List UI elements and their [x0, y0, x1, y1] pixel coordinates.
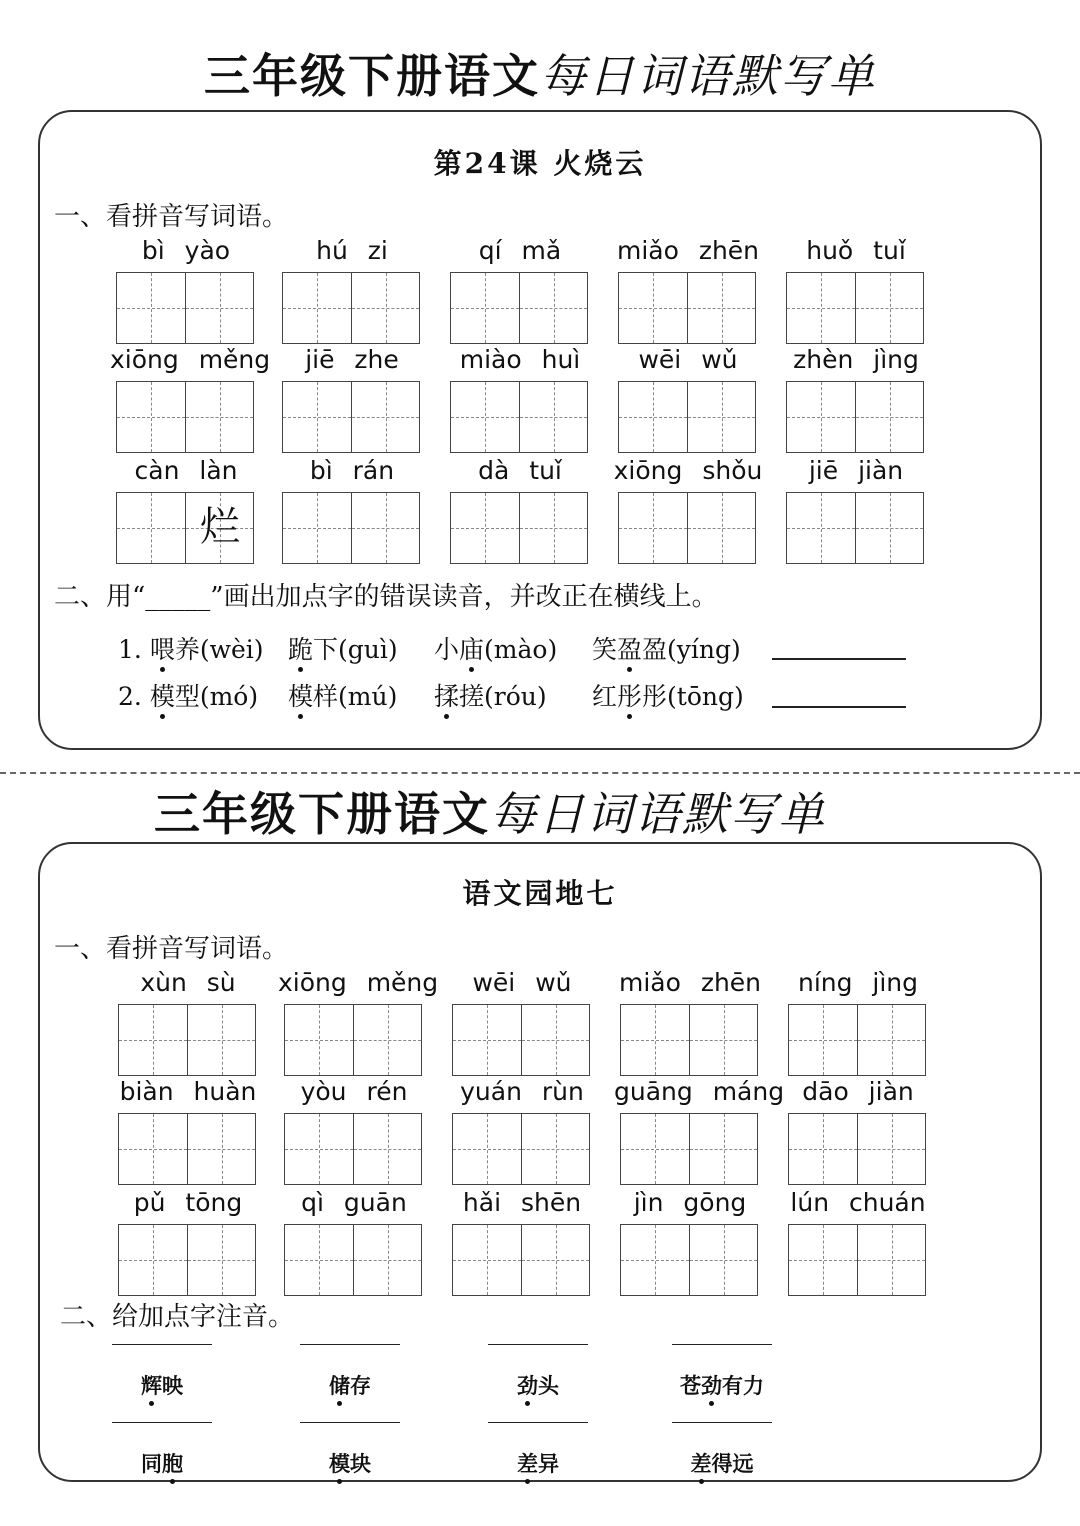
dotted-character: 胞: [162, 1451, 183, 1476]
tianzige-grid: [116, 381, 254, 453]
writing-cell[interactable]: [619, 493, 687, 563]
writing-cell[interactable]: [119, 1005, 187, 1075]
answer-line[interactable]: [112, 1422, 212, 1423]
writing-cell[interactable]: [855, 273, 923, 343]
pinyin-label: wēi wǔ: [472, 968, 572, 997]
writing-cell[interactable]: [353, 1225, 421, 1295]
answer-line[interactable]: [772, 658, 906, 660]
tianzige-grid: [452, 1004, 590, 1076]
writing-cell[interactable]: [283, 493, 351, 563]
cell-character: [787, 273, 855, 343]
writing-cell[interactable]: [185, 493, 253, 563]
cell-character: [520, 493, 588, 563]
pinyin-label: xiōng shǒu: [613, 456, 763, 485]
writing-cell[interactable]: [689, 1114, 757, 1184]
cell-character: [856, 493, 924, 563]
pinyin-label: xiōng měng: [110, 345, 271, 374]
question-item: 笑盈盈(yíng): [592, 635, 741, 664]
writing-cell[interactable]: [353, 1114, 421, 1184]
cell-character: [621, 1114, 689, 1184]
cell-character: [186, 382, 254, 452]
writing-cell[interactable]: [857, 1114, 925, 1184]
cell-character: [188, 1005, 256, 1075]
sheet2-card: [38, 842, 1042, 1482]
tianzige-grid: [620, 1224, 758, 1296]
cell-character: [283, 382, 351, 452]
writing-cell[interactable]: [453, 1225, 521, 1295]
question-item: 揉搓(róu): [434, 682, 547, 711]
question-item: 2. 模型(mó): [118, 682, 259, 711]
cell-character: [621, 1225, 689, 1295]
pinyin-label: níng jìng: [797, 968, 919, 997]
writing-cell[interactable]: [351, 273, 419, 343]
cell-character: [789, 1225, 857, 1295]
cell-character: [188, 1114, 256, 1184]
question-item: 红彤彤(tōng): [592, 682, 744, 711]
cell-character: [688, 493, 756, 563]
pinyin-label: xiōng měng: [278, 968, 439, 997]
writing-cell[interactable]: [285, 1225, 353, 1295]
question-item: 跪下(guì): [288, 635, 398, 664]
annotate-item: 苍劲有力: [672, 1370, 772, 1400]
sheet1-section1-heading: 一、看拼音写词语。: [54, 202, 289, 232]
cell-character: [352, 273, 420, 343]
tianzige-grid: [620, 1004, 758, 1076]
question-item: 小庙(mào): [434, 635, 558, 664]
writing-cell[interactable]: [519, 273, 587, 343]
cell-character: [522, 1225, 590, 1295]
pinyin-label: hǎi shēn: [462, 1188, 582, 1217]
cell-character: [453, 1005, 521, 1075]
writing-cell[interactable]: [787, 273, 855, 343]
tianzige-grid: [282, 492, 420, 564]
writing-cell[interactable]: [117, 382, 185, 452]
writing-cell[interactable]: [187, 1005, 255, 1075]
cell-character: [858, 1005, 926, 1075]
writing-cell[interactable]: [451, 493, 519, 563]
answer-line[interactable]: [672, 1344, 772, 1345]
cell-character: [186, 273, 254, 343]
dotted-character: 辉: [141, 1373, 162, 1398]
writing-cell[interactable]: [351, 493, 419, 563]
writing-cell[interactable]: [787, 493, 855, 563]
cell-character: [856, 273, 924, 343]
pinyin-label: càn làn: [134, 456, 238, 485]
tianzige-grid: [118, 1224, 256, 1296]
writing-cell[interactable]: [789, 1005, 857, 1075]
pinyin-label: biàn huàn: [119, 1077, 257, 1106]
sheet1-title: [0, 46, 1080, 106]
writing-cell[interactable]: [453, 1005, 521, 1075]
writing-cell[interactable]: [689, 1005, 757, 1075]
cut-line-divider: [0, 772, 1080, 774]
question-item: 模样(mú): [288, 682, 398, 711]
tianzige-grid: [786, 272, 924, 344]
tianzige-grid: [786, 381, 924, 453]
sheet2-section2-heading: 二、给加点字注音。: [60, 1302, 295, 1332]
pinyin-label: hú zi: [316, 236, 388, 265]
tianzige-grid: [620, 1113, 758, 1185]
tianzige-grid: [452, 1113, 590, 1185]
cell-character: [621, 1005, 689, 1075]
answer-line[interactable]: [488, 1422, 588, 1423]
cell-character: [858, 1114, 926, 1184]
writing-cell[interactable]: [521, 1114, 589, 1184]
pinyin-label: jìn gōng: [633, 1188, 747, 1217]
cell-character: [119, 1225, 187, 1295]
pinyin-label: bì rán: [309, 456, 395, 485]
pinyin-label: miǎo zhēn: [616, 236, 760, 265]
cell-character: [522, 1114, 590, 1184]
writing-cell[interactable]: [451, 382, 519, 452]
cell-character: [283, 493, 351, 563]
writing-cell[interactable]: [119, 1225, 187, 1295]
cell-character: [787, 382, 855, 452]
pinyin-label: lún chuán: [790, 1188, 926, 1217]
tianzige-grid: [788, 1224, 926, 1296]
cell-character: [285, 1114, 353, 1184]
sheet2-section1-heading: 一、看拼音写词语。: [54, 934, 289, 964]
cell-character: [690, 1114, 758, 1184]
pinyin-label: jiē zhe: [305, 345, 399, 374]
writing-cell[interactable]: [453, 1114, 521, 1184]
cell-character: [283, 273, 351, 343]
cell-character: [858, 1225, 926, 1295]
dotted-character: 模: [329, 1451, 350, 1476]
tianzige-grid: [282, 272, 420, 344]
cell-character: [789, 1114, 857, 1184]
tianzige-grid: [786, 492, 924, 564]
writing-cell[interactable]: [621, 1225, 689, 1295]
annotate-item: 差异: [488, 1448, 588, 1478]
dotted-character: 劲: [517, 1373, 538, 1398]
annotate-item: 储存: [300, 1370, 400, 1400]
cell-character: [352, 382, 420, 452]
annotate-item: 同胞: [112, 1448, 212, 1478]
cell-character: [789, 1005, 857, 1075]
writing-cell[interactable]: [689, 1225, 757, 1295]
tianzige-grid: [450, 492, 588, 564]
cell-character: [619, 382, 687, 452]
writing-cell[interactable]: [283, 382, 351, 452]
writing-cell[interactable]: [117, 273, 185, 343]
writing-cell[interactable]: [519, 493, 587, 563]
writing-cell[interactable]: [857, 1005, 925, 1075]
annotate-item: 模块: [300, 1448, 400, 1478]
sheet2-title: [0, 784, 1030, 844]
sheet2-title-main: 三年级下册语文: [154, 787, 490, 841]
writing-cell[interactable]: [621, 1114, 689, 1184]
pinyin-label: wēi wǔ: [638, 345, 738, 374]
tianzige-grid: [118, 1113, 256, 1185]
sheet1-lesson-title: 第24课 火烧云: [433, 147, 647, 180]
writing-cell[interactable]: [285, 1114, 353, 1184]
tianzige-grid: [284, 1113, 422, 1185]
writing-cell[interactable]: [119, 1114, 187, 1184]
answer-line[interactable]: [300, 1344, 400, 1345]
pinyin-label: jiē jiàn: [808, 456, 904, 485]
annotate-item: 差得远: [672, 1448, 772, 1478]
cell-character: [522, 1005, 590, 1075]
writing-cell[interactable]: [285, 1005, 353, 1075]
cell-character: [119, 1114, 187, 1184]
tianzige-grid: [618, 381, 756, 453]
writing-cell[interactable]: [687, 273, 755, 343]
writing-cell[interactable]: [187, 1114, 255, 1184]
writing-cell[interactable]: [353, 1005, 421, 1075]
pinyin-label: pǔ tōng: [133, 1188, 243, 1217]
writing-cell[interactable]: [687, 493, 755, 563]
cell-character: [619, 493, 687, 563]
writing-cell[interactable]: [787, 382, 855, 452]
tianzige-grid: [450, 272, 588, 344]
writing-cell[interactable]: [857, 1225, 925, 1295]
cell-character: [117, 493, 185, 563]
cell-character: [453, 1114, 521, 1184]
pinyin-label: yuán rùn: [460, 1077, 584, 1106]
cell-character: [690, 1005, 758, 1075]
pinyin-label: yòu rén: [300, 1077, 408, 1106]
pinyin-label: qì guān: [301, 1188, 407, 1217]
writing-cell[interactable]: [687, 382, 755, 452]
tianzige-grid: [116, 272, 254, 344]
sheet1-section2-heading: 二、用“_____”画出加点字的错误读音，并改正在横线上。: [54, 582, 718, 612]
cell-character: [285, 1005, 353, 1075]
dotted-character: 储: [329, 1373, 350, 1398]
writing-cell[interactable]: [789, 1225, 857, 1295]
writing-cell[interactable]: [521, 1225, 589, 1295]
tianzige-grid: [788, 1113, 926, 1185]
writing-cell[interactable]: [855, 493, 923, 563]
writing-cell[interactable]: [351, 382, 419, 452]
pinyin-label: dà tuǐ: [478, 456, 562, 485]
cell-character: [856, 382, 924, 452]
cell-character: [688, 273, 756, 343]
sheet1-card: [38, 110, 1042, 750]
cell-character: [688, 382, 756, 452]
writing-cell[interactable]: [451, 273, 519, 343]
sheet1-title-sub: 每日词语默写单: [540, 49, 876, 103]
answer-line[interactable]: [772, 706, 906, 708]
cell-character: [354, 1005, 422, 1075]
writing-cell[interactable]: [619, 273, 687, 343]
cell-character: [520, 273, 588, 343]
tianzige-grid: [284, 1224, 422, 1296]
tianzige-grid: [450, 381, 588, 453]
question-item: 1. 喂养(wèi): [118, 635, 264, 664]
cell-character: [451, 382, 519, 452]
cell-character: 烂: [200, 504, 240, 550]
tianzige-grid: [618, 272, 756, 344]
writing-cell[interactable]: [117, 493, 185, 563]
pinyin-label: zhèn jìng: [793, 345, 919, 374]
dotted-character: 差: [690, 1451, 712, 1476]
cell-character: [352, 493, 420, 563]
answer-line[interactable]: [488, 1344, 588, 1345]
writing-cell[interactable]: [185, 273, 253, 343]
writing-cell[interactable]: [283, 273, 351, 343]
cell-character: [285, 1225, 353, 1295]
annotate-item: 辉映: [112, 1370, 212, 1400]
sheet1-title-main: 三年级下册语文: [204, 49, 540, 103]
writing-cell[interactable]: [621, 1005, 689, 1075]
writing-cell[interactable]: [187, 1225, 255, 1295]
pinyin-label: qí mǎ: [478, 236, 562, 265]
dotted-character: 差: [517, 1451, 538, 1476]
tianzige-grid: [118, 1004, 256, 1076]
sheet2-title-sub: 每日词语默写单: [490, 787, 826, 841]
cell-character: [117, 382, 185, 452]
pinyin-label: dāo jiàn: [802, 1077, 914, 1106]
cell-character: [787, 493, 855, 563]
dotted-character: 劲: [701, 1373, 722, 1398]
cell-character: [520, 382, 588, 452]
tianzige-grid: [618, 492, 756, 564]
writing-cell[interactable]: [619, 382, 687, 452]
annotate-item: 劲头: [488, 1370, 588, 1400]
pinyin-label: huǒ tuǐ: [806, 236, 906, 265]
writing-cell[interactable]: [789, 1114, 857, 1184]
sheet2-lesson-title: 语文园地七: [462, 877, 618, 910]
tianzige-grid: [282, 381, 420, 453]
pinyin-label: miào huì: [459, 345, 581, 374]
writing-cell[interactable]: [521, 1005, 589, 1075]
cell-character: [453, 1225, 521, 1295]
cell-character: [451, 273, 519, 343]
cell-character: [619, 273, 687, 343]
cell-character: [188, 1225, 256, 1295]
pinyin-label: bì yào: [141, 236, 231, 265]
tianzige-grid: [116, 492, 254, 564]
writing-cell[interactable]: [855, 382, 923, 452]
writing-cell[interactable]: [519, 382, 587, 452]
answer-line[interactable]: [672, 1422, 772, 1423]
tianzige-grid: [452, 1224, 590, 1296]
cell-character: [451, 493, 519, 563]
answer-line[interactable]: [300, 1422, 400, 1423]
tianzige-grid: [284, 1004, 422, 1076]
cell-character: [119, 1005, 187, 1075]
cell-character: [690, 1225, 758, 1295]
pinyin-label: guāng máng: [614, 1077, 785, 1106]
answer-line[interactable]: [112, 1344, 212, 1345]
pinyin-label: xùn sù: [140, 968, 236, 997]
writing-cell[interactable]: [185, 382, 253, 452]
tianzige-grid: [788, 1004, 926, 1076]
cell-character: [354, 1114, 422, 1184]
cell-character: [354, 1225, 422, 1295]
pinyin-label: miǎo zhēn: [618, 968, 762, 997]
cell-character: [117, 273, 185, 343]
